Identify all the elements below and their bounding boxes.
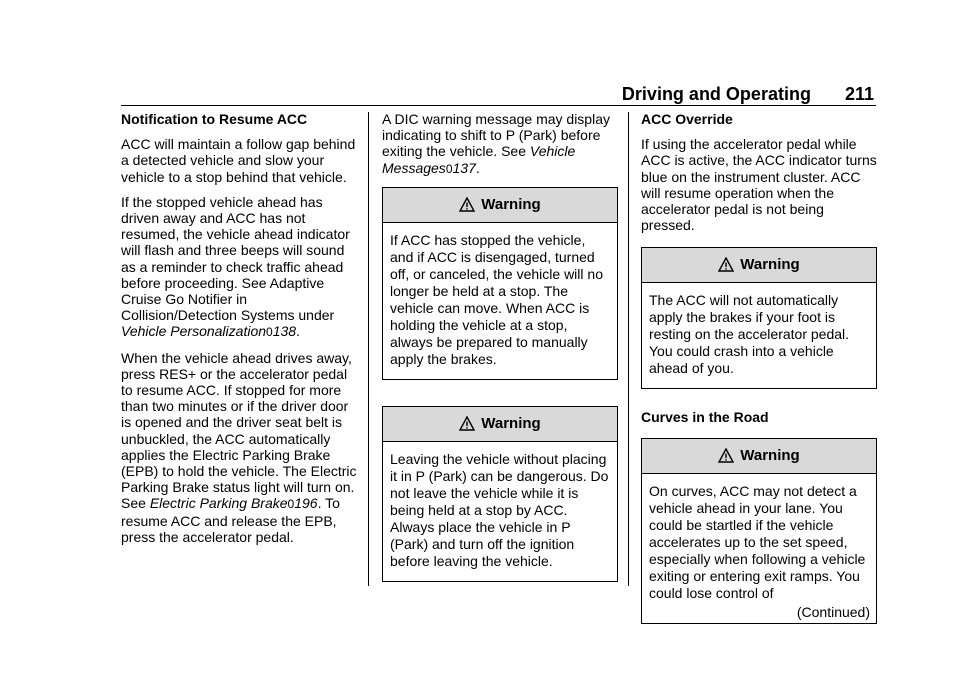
- warning-title: Warning: [740, 256, 800, 274]
- warning-icon: [718, 448, 734, 464]
- page-ref-number[interactable]: 138: [272, 323, 297, 340]
- warning-box: [382, 187, 618, 380]
- warning-title: Warning: [740, 446, 800, 464]
- paragraph: A DIC warning message may display indicating to shift to P (Park) before exiting the vehicle. See Vehicle Messages0137.: [382, 111, 610, 176]
- column-divider: [368, 112, 369, 586]
- warning-text: The ACC will not automatically apply the brakes if your foot is resting on the accelerator pedal. You could crash into a vehicle ahead of you.: [649, 292, 850, 377]
- column-divider: [628, 112, 629, 586]
- header-rule: [121, 105, 876, 106]
- section-heading: Curves in the Road: [641, 409, 769, 426]
- section-heading: Notification to Resume ACC: [121, 111, 308, 127]
- cross-reference-link[interactable]: Vehicle Personalization: [121, 323, 267, 340]
- column-3: [641, 111, 877, 624]
- paragraph: When the vehicle ahead drives away, press RES+ or the accelerator pedal to resume ACC. If stopped for more than two minutes or if the driver door is opened and the driver seat belt is unbuckled, the ACC automatically applies the Electric Parking Brake (EPB) to hold the vehicle. The Electric Parking Brake status light will turn on. See Electric Parking Brake0196. To resume ACC and release the EPB, press the accelerator pedal.: [121, 349, 357, 545]
- cross-reference-link[interactable]: Vehicle Messages: [382, 143, 576, 176]
- warning-icon: [718, 257, 734, 273]
- paragraph: If the stopped vehicle ahead has driven away and ACC has not resumed, the vehicle ahead indicator will flash and three beeps will sound as a reminder to check traffic ahead before proceeding. See Adaptive Cruise Go Notifier in Collision/Detection Systems under Vehicle Personalization0138.: [121, 193, 350, 340]
- warning-header: [642, 439, 876, 474]
- warning-text: Leaving the vehicle without placing it in P (Park) can be dangerous. Do not leave the vehicle while it is being held at a stop by ACC. Always place the vehicle in P (Park) and turn off the ignition before leaving the vehicle.: [390, 450, 609, 569]
- column-1: [121, 111, 357, 554]
- continued-label: (Continued): [796, 603, 870, 620]
- warning-title: Warning: [481, 414, 541, 432]
- page-header: [622, 84, 874, 105]
- paragraph: If using the accelerator pedal while ACC is active, the ACC indicator turns blue on the instrument cluster. ACC will resume operation when the accelerator pedal is not being pressed.: [641, 136, 877, 234]
- paragraph: ACC will maintain a follow gap behind a detected vehicle and slow your vehicle to a stop behind that vehicle.: [121, 136, 356, 185]
- warning-box: [641, 438, 877, 624]
- page-ref-symbol: 0: [266, 325, 273, 340]
- warning-header: [383, 407, 617, 442]
- page-ref-symbol: 0: [287, 497, 295, 512]
- section-title: Driving and Operating: [621, 84, 811, 104]
- warning-text: If ACC has stopped the vehicle, and if ACC is disengaged, turned off, or canceled, the vehicle will no longer be held at a stop. The vehicle can move. When ACC is holding the vehicle at a stop, always be prepared to manually apply the brakes.: [390, 231, 603, 367]
- warning-header: [642, 248, 876, 283]
- page-number: 211: [844, 84, 874, 104]
- warning-header: [383, 188, 617, 223]
- warning-icon: [459, 416, 475, 432]
- page-ref-number[interactable]: 196: [294, 495, 318, 512]
- cross-reference-link[interactable]: Electric Parking Brake: [149, 495, 288, 512]
- warning-icon: [459, 197, 475, 213]
- page-ref-number[interactable]: 137: [452, 159, 476, 176]
- section-heading: ACC Override: [641, 111, 733, 127]
- column-2: [382, 111, 618, 582]
- page-ref-symbol: 0: [445, 161, 453, 176]
- warning-box: [382, 406, 618, 582]
- warning-box: [641, 247, 877, 389]
- warning-title: Warning: [481, 195, 541, 213]
- warning-text: On curves, ACC may not detect a vehicle ahead in your lane. You could be startled if the vehicle accelerates up to the set speed, especially when following a vehicle exiting or entering exit ramps. You could lose control of: [649, 482, 866, 601]
